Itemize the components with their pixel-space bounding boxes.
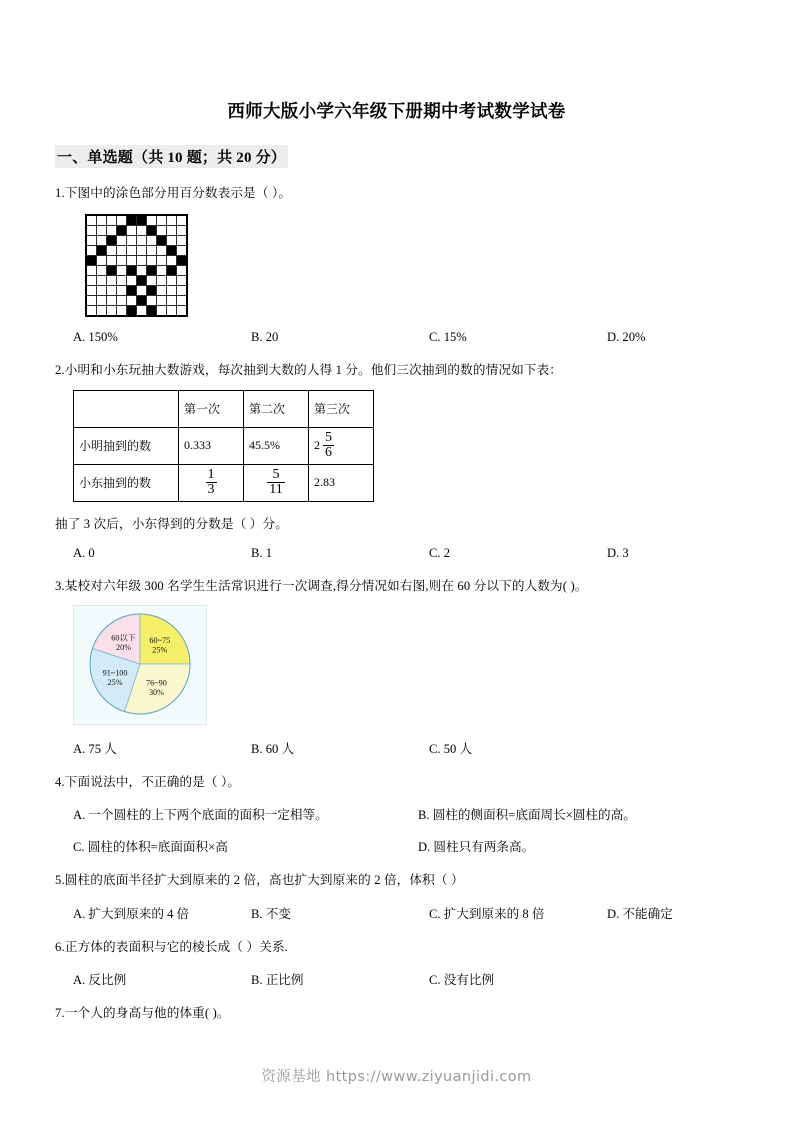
grid-row [86,266,187,276]
grid-cell [86,256,97,266]
grid-cell [157,236,167,246]
grid-cell [177,276,188,286]
grid-cell [137,276,147,286]
grid-cell [137,266,147,276]
cell-xiaoming-1 [179,427,244,464]
question-6-stem: 6.正方体的表面积与它的棱长成（ ）关系. [55,939,288,954]
cell-xiaodong-2 [244,464,309,501]
grid-cell [147,276,157,286]
question-3 [55,577,738,757]
question-4-stem: 4.下面说法中，不正确的是（ ）。 [55,775,241,789]
grid-cell [167,266,177,276]
option-a[interactable]: A. 75 人 [73,742,117,756]
grid-cell [86,236,97,246]
footer-watermark: 资源基地 https://www.ziyuanjidi.com [261,1069,532,1085]
grid-row [86,276,187,286]
grid-cell [127,215,137,226]
grid-cell [167,236,177,246]
grid-cell [137,286,147,296]
grid-cell [97,215,107,226]
option-a[interactable]: A. 一个圆柱的上下两个底面的面积一定相等。 [73,808,328,823]
grid-cell [117,256,127,266]
grid-cell [167,286,177,296]
mixed-number [314,431,335,461]
grid-cell [137,306,147,317]
question-2-sub-stem: 抽了 3 次后，小东得到的分数是（ ）分。 [55,516,288,531]
grid-cell [127,236,137,246]
shaded-grid-figure [85,214,738,317]
grid-cell [97,286,107,296]
option-d[interactable]: D. 3 [607,545,629,560]
grid-cell [86,296,97,306]
draw-numbers-table-wrap [73,390,738,502]
grid-row [86,226,187,236]
grid-cell [107,266,117,276]
grid-cell [137,296,147,306]
grid-cell [147,236,157,246]
grid-cell [86,266,97,276]
option-b[interactable]: B. 1 [251,545,272,560]
grid-cell [147,246,157,256]
grid-cell [177,236,188,246]
grid-cell [97,266,107,276]
grid-cell [147,256,157,266]
grid-cell [167,256,177,266]
fraction-denominator: 3 [207,482,215,497]
question-1-stem: 1.下图中的涂色部分用百分数表示是（ ）。 [55,186,292,200]
grid-cell [117,286,127,296]
grid-cell [127,306,137,317]
grid-cell [107,306,117,317]
grid-cell [157,276,167,286]
grid-cell [147,286,157,296]
cell-text: 2.83 [314,475,335,489]
fraction-denominator: 11 [269,482,283,497]
cell-text: 0.333 [184,438,211,452]
grid-cell [117,236,127,246]
grid-cell [147,306,157,317]
grid-cell [107,215,117,226]
grid-cell [97,296,107,306]
col-header-3: 第三次 [309,390,374,427]
option-c[interactable]: C. 没有比例 [429,972,495,987]
grid-cell [167,306,177,317]
question-5 [55,871,738,921]
grid-cell [127,256,137,266]
grid-cell [107,296,117,306]
grid-cell [97,236,107,246]
col-header-1: 第一次 [179,390,244,427]
grid-cell [97,306,107,317]
question-4-options-row-1 [55,804,738,823]
option-a[interactable]: A. 反比例 [73,972,127,987]
question-5-options [55,903,738,922]
grid-cell [97,256,107,266]
question-4 [55,773,738,855]
option-c[interactable]: C. 15% [429,330,467,345]
option-c[interactable]: C. 50 人 [429,742,473,756]
option-b[interactable]: B. 圆柱的侧面积=底面周长×圆柱的高。 [418,808,636,823]
grid-cell [137,256,147,266]
grid-cell [167,226,177,236]
fraction-numerator: 5 [272,466,280,482]
pie-slice-group [90,614,190,714]
pie-slice-label: 60~75 25% [149,636,171,655]
grid-cell [177,226,188,236]
grid-cell [107,226,117,236]
row-label-xiaoming: 小明抽到的数 [74,427,179,464]
fraction [267,468,284,498]
grid-cell [97,276,107,286]
option-c[interactable]: C. 2 [429,545,450,560]
grid-cell [177,256,188,266]
grid-cell [117,246,127,256]
grid-cell [117,266,127,276]
grid-cell [107,236,117,246]
grid-cell [86,226,97,236]
grid-cell [157,256,167,266]
option-d[interactable]: D. 不能确定 [607,906,673,921]
grid-cell [157,246,167,256]
grid-cell [107,276,117,286]
question-3-stem: 3.某校对六年级 300 名学生生活常识进行一次调查,得分情况如右图,则在 60 分以下的人数为( )。 [55,578,588,593]
question-2 [55,361,738,561]
grid-cell [127,296,137,306]
grid-cell [127,226,137,236]
table-row [74,464,374,501]
pie-slice-label: 60以下 20% [111,633,136,652]
grid-cell [117,215,127,226]
grid-cell [157,215,167,226]
grid-row [86,296,187,306]
grid-cell [167,296,177,306]
grid-cell [86,215,97,226]
grid-cell [107,246,117,256]
page-title: 西师大版小学六年级下册期中考试数学试卷 [227,101,566,121]
option-b[interactable]: B. 20 [251,330,279,345]
grid-cell [167,215,177,226]
grid-cell [137,226,147,236]
option-b[interactable]: B. 60 人 [251,742,295,756]
grid-cell [177,215,188,226]
grid-row [86,256,187,266]
cell-xiaoming-2 [244,427,309,464]
grid-cell [167,246,177,256]
grid-cell [117,276,127,286]
grid-cell [147,215,157,226]
cell-xiaoming-3 [309,427,374,464]
option-c[interactable]: C. 圆柱的体积=底面面积×高 [73,840,228,855]
table-row [74,427,374,464]
grid-row [86,236,187,246]
option-d[interactable]: D. 圆柱只有两条高。 [418,840,535,855]
question-2-options [55,546,738,561]
cell-xiaodong-3 [309,464,374,501]
grid-cell [137,246,147,256]
grid-cell [127,286,137,296]
option-d[interactable]: D. 20% [607,330,646,345]
grid-cell [86,306,97,317]
question-1-options [55,330,738,345]
grid-cell [117,296,127,306]
cell-text: 45.5% [249,438,280,452]
fraction [323,431,334,461]
grid-row [86,246,187,256]
question-2-stem: 2.小明和小东玩抽大数游戏，每次抽到大数的人得 1 分。他们三次抽到的数的情况如下表： [55,363,563,378]
option-b[interactable]: B. 正比例 [251,972,304,987]
grid-cell [86,286,97,296]
grid-cell [97,226,107,236]
fraction-numerator: 5 [325,429,332,445]
question-3-options [55,738,738,757]
draw-numbers-table [73,390,374,502]
grid-cell [177,306,188,317]
option-a[interactable]: A. 150% [73,330,118,345]
question-7-stem: 7.一个人的身高与他的体重( )。 [55,1005,230,1020]
fraction [206,468,217,498]
section-header: 一、单选题（共 10 题；共 20 分） [55,145,288,168]
question-1 [55,184,738,345]
grid-cell [86,246,97,256]
option-b[interactable]: B. 不变 [251,906,291,921]
fraction-numerator: 1 [207,466,215,482]
grid-cell [147,226,157,236]
col-header-2: 第二次 [244,390,309,427]
cell-xiaodong-1 [179,464,244,501]
score-distribution-pie-chart [73,605,207,725]
pie-slice-label: 76~90 30% [146,678,167,698]
question-5-stem: 5.圆柱的底面半径扩大到原来的 2 倍，高也扩大到原来的 2 倍，体积（ ） [55,873,464,888]
question-7 [55,1004,738,1022]
grid-cell [97,246,107,256]
grid-cell [127,266,137,276]
pie-chart-svg [74,606,206,724]
shaded-grid-10x10 [85,214,188,317]
grid-cell [157,266,167,276]
grid-cell [157,296,167,306]
grid-cell [147,296,157,306]
grid-cell [157,226,167,236]
pie-slice-label: 91~100 25% [102,668,128,688]
grid-cell [107,256,117,266]
grid-cell [127,246,137,256]
mixed-whole: 2 [314,438,320,452]
question-6 [55,938,738,988]
grid-cell [117,306,127,317]
grid-cell [177,246,188,256]
grid-cell [107,286,117,296]
question-4-options-row-2 [55,836,738,855]
grid-row [86,306,187,317]
option-a[interactable]: A. 0 [73,545,95,560]
row-label-xiaodong: 小东抽到的数 [74,464,179,501]
grid-cell [137,236,147,246]
fraction-denominator: 6 [325,445,332,460]
grid-cell [86,276,97,286]
table-corner-cell [74,390,179,427]
grid-cell [137,215,147,226]
grid-cell [147,266,157,276]
grid-cell [117,226,127,236]
table-header-row [74,390,374,427]
grid-cell [157,286,167,296]
grid-cell [167,276,177,286]
grid-cell [127,276,137,286]
grid-row [86,286,187,296]
question-6-options [55,969,738,988]
option-a[interactable]: A. 扩大到原来的 4 倍 [73,906,190,921]
grid-cell [177,296,188,306]
grid-cell [157,306,167,317]
grid-cell [177,286,188,296]
grid-row [86,215,187,226]
option-c[interactable]: C. 扩大到原来的 8 倍 [429,906,545,921]
grid-cell [177,266,188,276]
